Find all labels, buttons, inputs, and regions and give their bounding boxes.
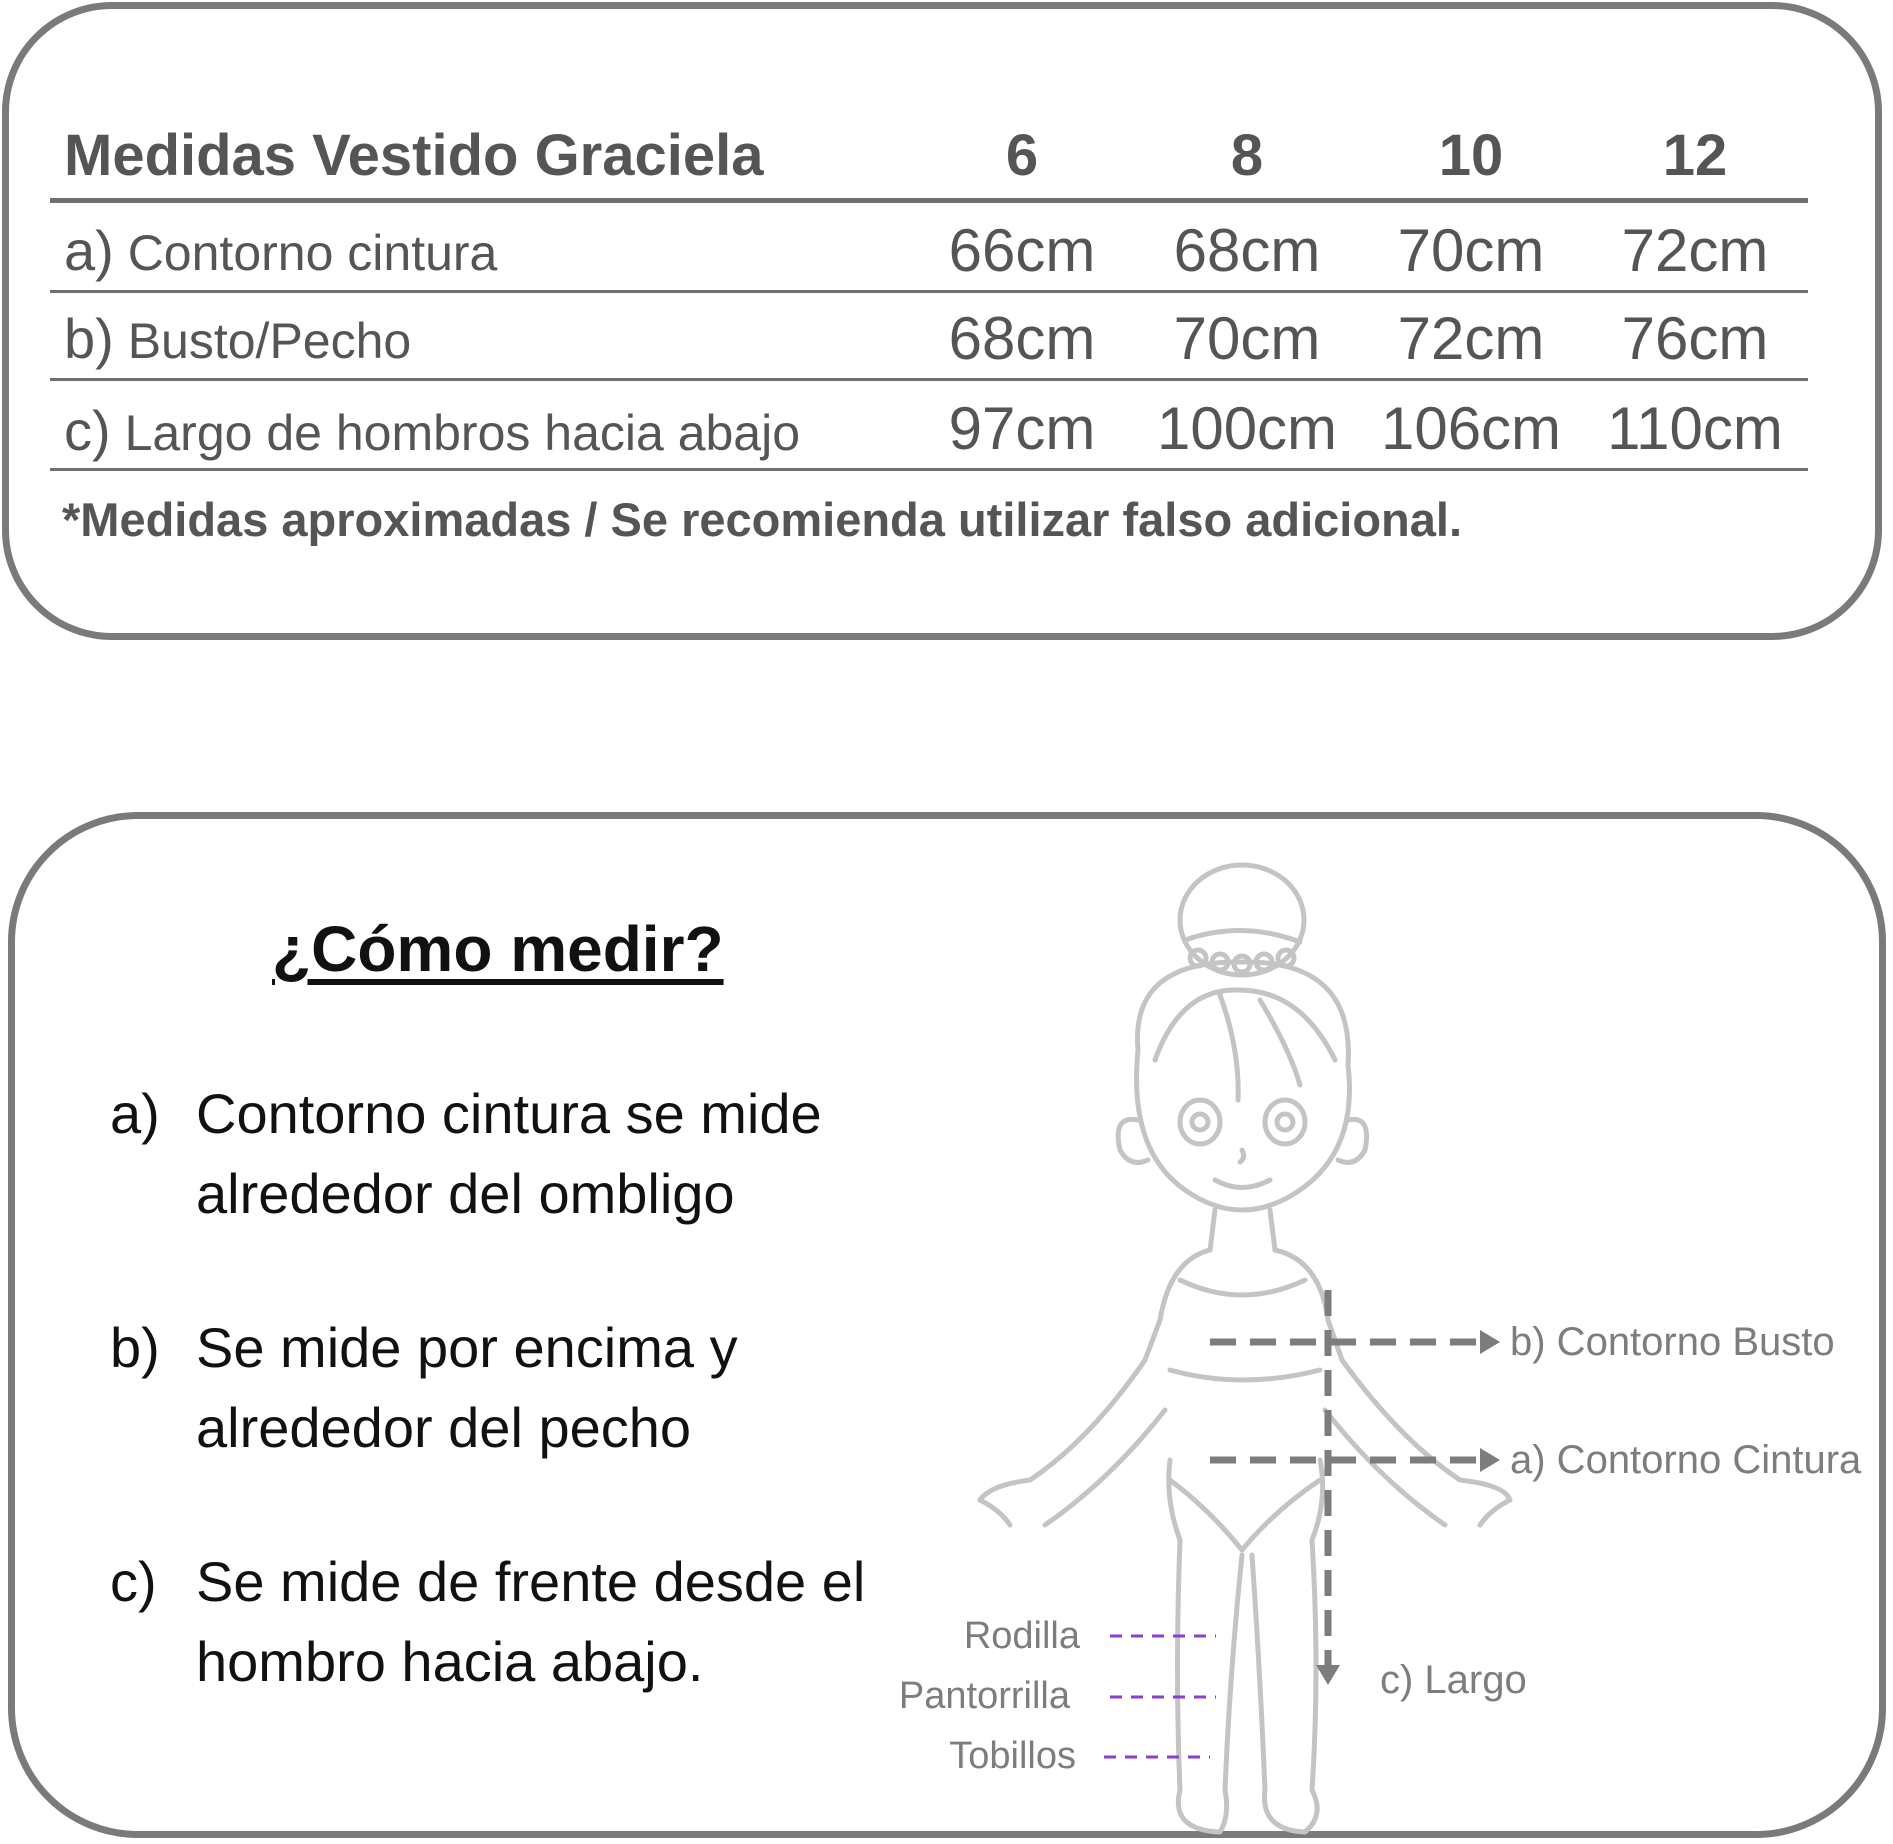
size-header-10: 10 xyxy=(1438,123,1504,188)
instruction-text xyxy=(196,1308,738,1468)
row-letter: b) xyxy=(64,307,114,370)
value-length-8: 100cm xyxy=(1156,395,1338,462)
row-label-bust xyxy=(64,306,411,371)
row-label-waist xyxy=(64,218,497,283)
measurement-note: *Medidas aproximadas / Se recomienda utilizar falso adicional. xyxy=(62,493,1463,546)
row-label-text: Largo de hombros hacia abajo xyxy=(124,405,801,461)
value-length-6: 97cm xyxy=(948,395,1096,462)
instruction-line: Contorno cintura se mide xyxy=(196,1082,822,1145)
instruction-line: alrededor del pecho xyxy=(196,1396,692,1459)
how-to-title: ¿Cómo medir? xyxy=(272,913,724,985)
waist-guide-line xyxy=(1210,1448,1500,1472)
value-waist-6: 66cm xyxy=(948,217,1096,284)
instruction-marker: c) xyxy=(110,1550,157,1613)
size-header-8: 8 xyxy=(1230,123,1264,188)
value-waist-8: 68cm xyxy=(1173,217,1321,284)
waist-label: a) Contorno Cintura xyxy=(1510,1438,1862,1482)
calf-label: Pantorrilla xyxy=(898,1675,1070,1717)
bust-guide-line xyxy=(1210,1330,1500,1354)
ankle-label: Tobillos xyxy=(949,1735,1076,1777)
instruction-text xyxy=(196,1542,865,1702)
row-rule xyxy=(50,290,1808,293)
instruction-line: Se mide de frente desde el xyxy=(196,1550,866,1613)
instruction-marker: a) xyxy=(110,1082,160,1145)
row-label-length xyxy=(64,398,800,463)
value-waist-10: 70cm xyxy=(1397,217,1545,284)
instruction-line: alrededor del ombligo xyxy=(196,1162,735,1225)
value-length-10: 106cm xyxy=(1380,395,1562,462)
knee-label: Rodilla xyxy=(963,1615,1080,1657)
instruction-line: Se mide por encima y xyxy=(196,1316,738,1379)
row-label-text: Busto/Pecho xyxy=(127,313,412,369)
instruction-line: hombro hacia abajo. xyxy=(196,1630,704,1693)
value-bust-10: 72cm xyxy=(1397,305,1545,372)
value-bust-12: 76cm xyxy=(1621,305,1769,372)
value-bust-6: 68cm xyxy=(948,305,1096,372)
size-header-6: 6 xyxy=(1005,123,1039,188)
value-bust-8: 70cm xyxy=(1173,305,1321,372)
value-length-12: 110cm xyxy=(1607,395,1783,462)
row-letter: a) xyxy=(64,219,114,282)
instruction-marker: b) xyxy=(110,1316,160,1379)
row-rule xyxy=(50,378,1808,381)
measurement-figure xyxy=(880,850,1880,1840)
value-waist-12: 72cm xyxy=(1621,217,1769,284)
instruction-text xyxy=(196,1074,822,1234)
size-table-title: Medidas Vestido Graciela xyxy=(64,123,764,188)
header-rule xyxy=(50,198,1808,203)
size-header-12: 12 xyxy=(1662,123,1728,188)
row-letter: c) xyxy=(64,399,111,462)
row-rule xyxy=(50,468,1808,471)
row-label-text: Contorno cintura xyxy=(127,225,498,281)
length-label: c) Largo xyxy=(1380,1658,1527,1702)
bust-label: b) Contorno Busto xyxy=(1510,1320,1835,1364)
